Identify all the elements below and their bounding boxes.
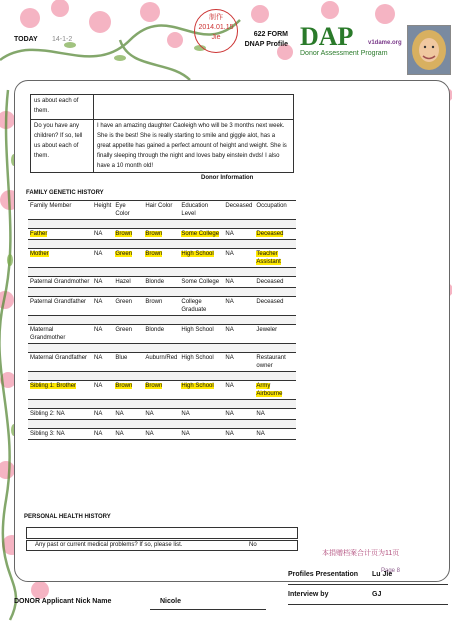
table-cell [113, 229, 143, 240]
table-cell [143, 277, 179, 288]
table-row [28, 229, 296, 240]
cell-text: NA [145, 411, 154, 417]
cell-text: NA [225, 251, 234, 257]
cell-text: NA [225, 299, 234, 305]
brand-logo: DAP [300, 22, 354, 51]
table-cell [223, 381, 254, 400]
family-member-cell [28, 249, 92, 268]
donor-nickname-underline [150, 609, 266, 610]
table-cell [143, 297, 179, 316]
table-cell [223, 229, 254, 240]
cell-text: NA [256, 431, 265, 437]
table-cell [143, 429, 179, 440]
table-cell [143, 353, 179, 372]
page-number: Page 8 [381, 568, 401, 574]
header-cell: Deceased [223, 201, 254, 220]
family-member-cell [28, 277, 92, 288]
brand-url: v1dame.org [368, 40, 402, 46]
personal-history-box [26, 527, 298, 539]
table-row [28, 381, 296, 400]
family-history-table [28, 200, 296, 440]
row-spacer [28, 372, 296, 381]
medical-answer: No [249, 542, 257, 548]
cell-text: Auburn/Red [145, 355, 178, 361]
family-member-cell [28, 325, 92, 344]
table-cell [113, 381, 143, 400]
table-cell [254, 325, 296, 344]
cell-text: NA [225, 355, 234, 361]
header-cell: Family Member [28, 201, 92, 220]
interview-label: Interview by [288, 591, 329, 598]
stamp-name: Jie [211, 34, 221, 41]
table-cell [179, 297, 223, 316]
table-row [28, 325, 296, 344]
table-cell [113, 277, 143, 288]
table-cell [113, 353, 143, 372]
cell-text: Brown [145, 251, 163, 257]
cell-text: Blonde [145, 279, 165, 285]
cell-text: Brown [145, 299, 163, 305]
table-cell [223, 277, 254, 288]
qa-answer [94, 120, 294, 173]
page-count-note: 本捐赠档案合计页为11页 [322, 550, 400, 557]
table-cell [254, 297, 296, 316]
cell-text: NA [225, 383, 234, 389]
qa-answer [94, 95, 294, 120]
cell-text: Green [115, 299, 133, 305]
table-row [28, 353, 296, 372]
cell-text: NA [94, 431, 103, 437]
cell-text: Maternal Grandmother [30, 327, 66, 341]
cell-text: Deceased [256, 299, 284, 305]
table-cell [179, 249, 223, 268]
table-cell [143, 409, 179, 420]
row-spacer [28, 400, 296, 409]
cell-text: NA [225, 411, 234, 417]
family-history-heading: FAMILY GENETIC HISTORY [26, 190, 104, 196]
family-rows [28, 220, 296, 440]
qa-answer-text: I have an amazing daughter Caoleigh who will be 3 months next week. She is the best! She is really starting to smile and giggle alot, has a great appetite has gained a perfect amount of height and weight. She is finally sleeping through the night and loves baby einstein dvds! I also have a 10 month old! [97, 123, 287, 169]
donor-info-heading: Donor Information [201, 175, 254, 181]
cell-text: Deceased [256, 231, 284, 237]
table-cell [223, 297, 254, 316]
form-code: 622 FORM [253, 31, 288, 38]
family-member-cell [28, 429, 92, 440]
table-cell [113, 297, 143, 316]
table-cell [179, 277, 223, 288]
table-cell [92, 249, 113, 268]
cell-text: NA [115, 411, 124, 417]
cell-text: Father [30, 231, 48, 237]
row-spacer [28, 316, 296, 325]
header-cell: Education Level [179, 201, 223, 220]
table-cell [223, 409, 254, 420]
table-row [28, 277, 296, 288]
row-spacer-cell [28, 220, 296, 229]
table-cell [143, 381, 179, 400]
table-cell [254, 249, 296, 268]
table-cell [254, 353, 296, 372]
cell-text: NA [94, 299, 103, 305]
table-cell [254, 409, 296, 420]
cell-text: Restaurant owner [256, 355, 286, 369]
table-cell [223, 353, 254, 372]
table-cell [254, 429, 296, 440]
today-date: 14-1-2 [52, 36, 73, 43]
cell-text: NA [115, 431, 124, 437]
interview-value: GJ [372, 591, 382, 598]
cell-text: NA [94, 383, 103, 389]
table-cell [179, 381, 223, 400]
footer-divider [288, 604, 448, 605]
cell-text: NA [181, 431, 190, 437]
cell-text: NA [225, 279, 234, 285]
stamp-date: 2014.01.15 [198, 24, 234, 31]
cell-text: NA [94, 251, 103, 257]
table-cell [223, 325, 254, 344]
cell-text: NA [225, 327, 234, 333]
table-row [28, 249, 296, 268]
cell-text: Sibling 1: Brother [30, 383, 77, 389]
row-spacer [28, 240, 296, 249]
row-spacer [28, 220, 296, 229]
footer-divider [288, 584, 448, 585]
table-cell [92, 297, 113, 316]
presentation-value: Lu Jie [372, 571, 393, 578]
table-cell [92, 325, 113, 344]
cell-text: NA [94, 327, 103, 333]
medical-question: Any past or current medical problems? If so, please list. [35, 542, 183, 548]
table-cell [92, 277, 113, 288]
table-row [28, 429, 296, 440]
table-cell [92, 409, 113, 420]
presentation-label: Profiles Presentation [288, 571, 359, 578]
cell-text: High School [181, 355, 214, 361]
brand-subtitle: Donor Assessment Program [300, 50, 388, 57]
table-cell [179, 325, 223, 344]
today-label: TODAY [14, 36, 38, 43]
cell-text: Blonde [145, 327, 165, 333]
row-spacer [28, 420, 296, 429]
donor-nickname-value: Nicole [160, 598, 182, 605]
family-member-cell [28, 353, 92, 372]
cell-text: NA [256, 411, 265, 417]
cell-text: Green [115, 327, 133, 333]
row-spacer-cell [28, 420, 296, 429]
cell-text: NA [94, 279, 103, 285]
cell-text: NA [94, 231, 103, 237]
family-member-cell [28, 297, 92, 316]
table-cell [254, 229, 296, 240]
cell-text: High School [181, 327, 214, 333]
table-cell [179, 409, 223, 420]
table-cell [143, 229, 179, 240]
table-cell [113, 429, 143, 440]
row-spacer-cell [28, 400, 296, 409]
table-cell [113, 249, 143, 268]
cell-text: High School [181, 251, 214, 257]
cell-text: NA [225, 231, 234, 237]
cell-text: Blue [115, 355, 128, 361]
cell-text: Green [115, 251, 133, 257]
stamp-top: 制作 [209, 14, 223, 21]
medical-question-row [26, 540, 298, 551]
cell-text: Some College [181, 231, 220, 237]
header-cell: Occupation [254, 201, 296, 220]
cell-text: NA [145, 431, 154, 437]
row-spacer [28, 344, 296, 353]
cell-text: College Graduate [181, 299, 207, 313]
row-spacer [28, 288, 296, 297]
table-cell [92, 353, 113, 372]
table-cell [92, 429, 113, 440]
cell-text: Deceased [256, 279, 284, 285]
cell-text: Paternal Grandfather [30, 299, 87, 305]
form-title [240, 30, 288, 50]
row-spacer-cell [28, 372, 296, 381]
cell-text: NA [225, 431, 234, 437]
form-subtitle: DNAP Profile [244, 41, 288, 48]
donor-nickname-label: DONOR Applicant Nick Name [14, 598, 112, 605]
qa-row [31, 95, 294, 120]
table-cell [179, 429, 223, 440]
row-spacer-cell [28, 288, 296, 297]
table-cell [223, 429, 254, 440]
header-cell: Eye Color [113, 201, 143, 220]
row-spacer-cell [28, 316, 296, 325]
family-member-cell [28, 409, 92, 420]
cell-text: Some College [181, 279, 220, 285]
header-cell: Height [92, 201, 113, 220]
cell-text: Brown [115, 231, 133, 237]
cell-text: Jeweler [256, 327, 278, 333]
row-spacer [28, 268, 296, 277]
table-cell [113, 409, 143, 420]
cell-text: Teacher Assistant [256, 251, 281, 265]
table-cell [143, 249, 179, 268]
cell-text: Brown [145, 231, 163, 237]
table-cell [92, 381, 113, 400]
cell-text: NA [181, 411, 190, 417]
cell-text: Sibling 3: NA [30, 431, 65, 437]
row-spacer-cell [28, 344, 296, 353]
qa-question: us about each of them. [31, 95, 94, 120]
family-member-cell [28, 381, 92, 400]
cell-text: Maternal Grandfather [30, 355, 88, 361]
donor-photo [407, 25, 451, 75]
cell-text: Brown [115, 383, 133, 389]
table-cell [254, 381, 296, 400]
table-cell [179, 353, 223, 372]
table-cell [223, 249, 254, 268]
table-cell [92, 229, 113, 240]
table-cell [113, 325, 143, 344]
cell-text: NA [94, 411, 103, 417]
seal-stamp [194, 9, 238, 53]
table-cell [254, 277, 296, 288]
cell-text: Mother [30, 251, 49, 257]
qa-row [31, 120, 294, 173]
qa-question: Do you have any children? If so, tell us about each of them. [31, 120, 94, 173]
row-spacer-cell [28, 240, 296, 249]
cell-text: High School [181, 383, 214, 389]
cell-text: Brown [145, 383, 163, 389]
table-cell [179, 229, 223, 240]
cell-text: Hazel [115, 279, 131, 285]
family-member-cell [28, 229, 92, 240]
header-cell: Hair Color [143, 201, 179, 220]
cell-text: NA [94, 355, 103, 361]
cell-text: Army Airbourne [256, 383, 283, 397]
row-spacer-cell [28, 268, 296, 277]
table-cell [143, 325, 179, 344]
cell-text: Paternal Grandmother [30, 279, 90, 285]
cell-text: Sibling 2: NA [30, 411, 65, 417]
qa-table [30, 94, 294, 173]
table-row [28, 409, 296, 420]
table-header-row [28, 201, 296, 220]
personal-history-heading: PERSONAL HEALTH HISTORY [24, 514, 111, 520]
table-row [28, 297, 296, 316]
